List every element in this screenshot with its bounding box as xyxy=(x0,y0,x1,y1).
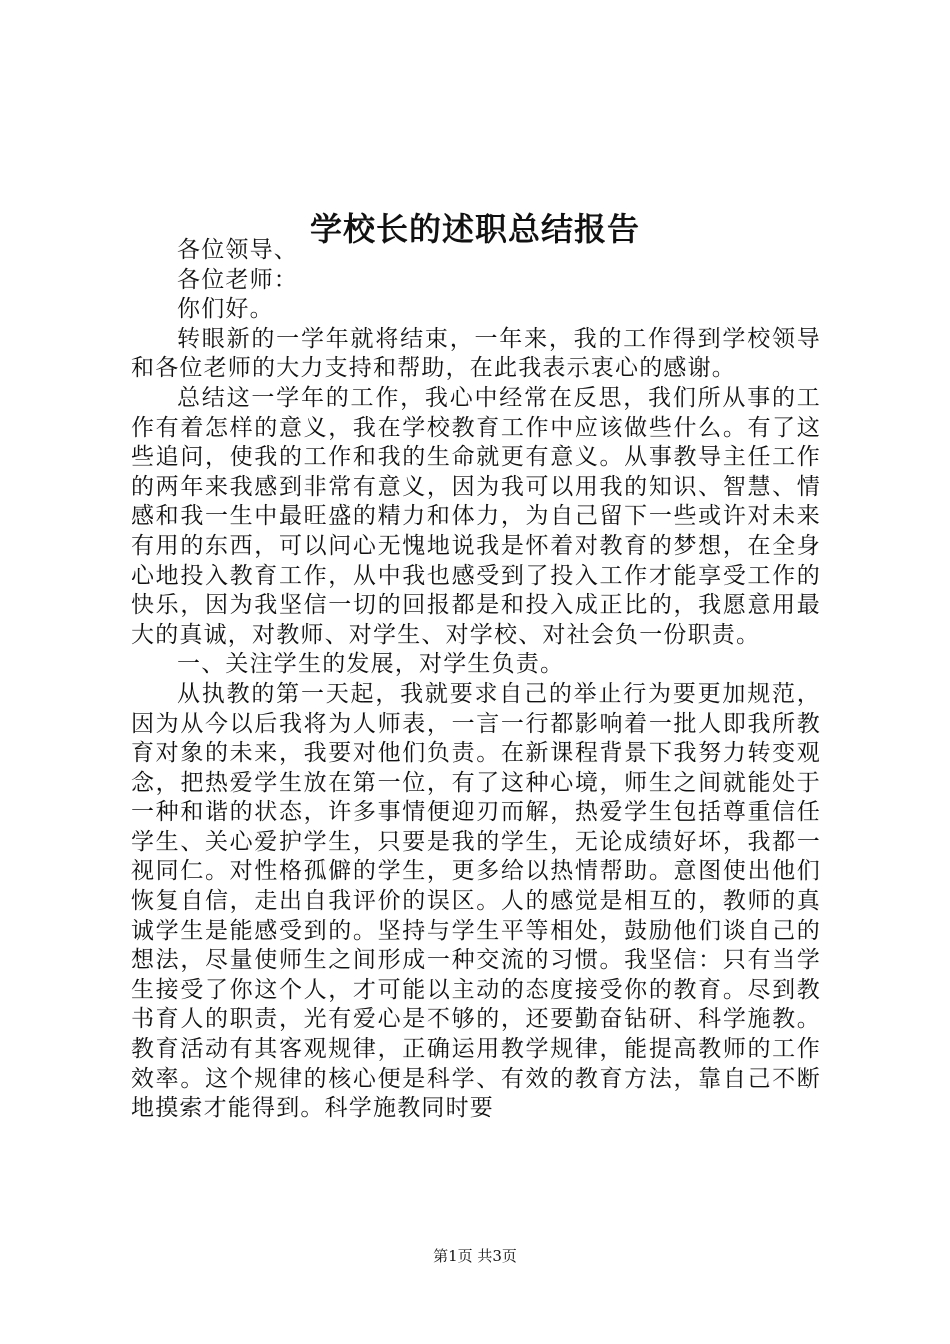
paragraph-reflection: 总结这一学年的工作，我心中经常在反思，我们所从事的工作有着怎样的意义，我在学校教育工作中应该做些什么。有了这些追问，使我的工作和我的生命就更有意义。从事教导主任工作的两年来我感到非常有意义，因为我可以用我的知识、智慧、情感和我一生中最旺盛的精力和体力，为自己留下一些或许对未来有用的东西，可以问心无愧地说我是怀着对教育的梦想，在全身心地投入教育工作，从中我也感受到了投入工作才能享受工作的快乐，因为我坚信一切的回报都是和投入成正比的，我愿意用最大的真诚，对教师、对学生、对学校、对社会负一份职责。 xyxy=(131,384,821,648)
greeting-leaders: 各位领导、 xyxy=(177,237,298,263)
greeting-teachers: 各位老师： xyxy=(177,266,298,293)
page-footer: 第1页 共3页 xyxy=(433,1247,517,1265)
paragraph-section-1: 从执教的第一天起，我就要求自己的举止行为要更加规范，因为从今以后我将为人师表，一言一行都影响着一批人即我所教育对象的未来，我要对他们负责。在新课程背景下我努力转变观念，把热爱学生放在第一位，有了这种心境，师生之间就能处于一种和谐的状态，许多事情便迎刃而解，热爱学生包括尊重信任学生、关心爱护学生，只要是我的学生，无论成绩好坏，我都一视同仁。对性格孤僻的学生，更多给以热情帮助。意图使出他们恢复自信，走出自我评价的误区。人的感觉是相互的，教师的真诚学生是能感受到的。坚持与学生平等相处，鼓励他们谈自己的想法，尽量使师生之间形成一种交流的习惯。我坚信：只有当学生接受了你这个人，才可能以主动的态度接受你的教育。尽到教书育人的职责，光有爱心是不够的，还要勤奋钻研、科学施教。教育活动有其客观规律，正确运用教学规律，能提高教师的工作效率。这个规律的核心便是科学、有效的教育方法，靠自己不断地摸索才能得到。科学施教同时要 xyxy=(131,680,821,1122)
document-title: 学校长的述职总结报告 xyxy=(309,210,640,249)
paragraph-intro: 转眼新的一学年就将结束，一年来，我的工作得到学校领导和各位老师的大力支持和帮助，在此我表示衷心的感谢。 xyxy=(131,325,821,382)
greeting-hello: 你们好。 xyxy=(177,296,274,323)
section-heading-1: 一、关注学生的发展，对学生负责。 xyxy=(177,651,565,678)
document-body xyxy=(131,236,821,1124)
